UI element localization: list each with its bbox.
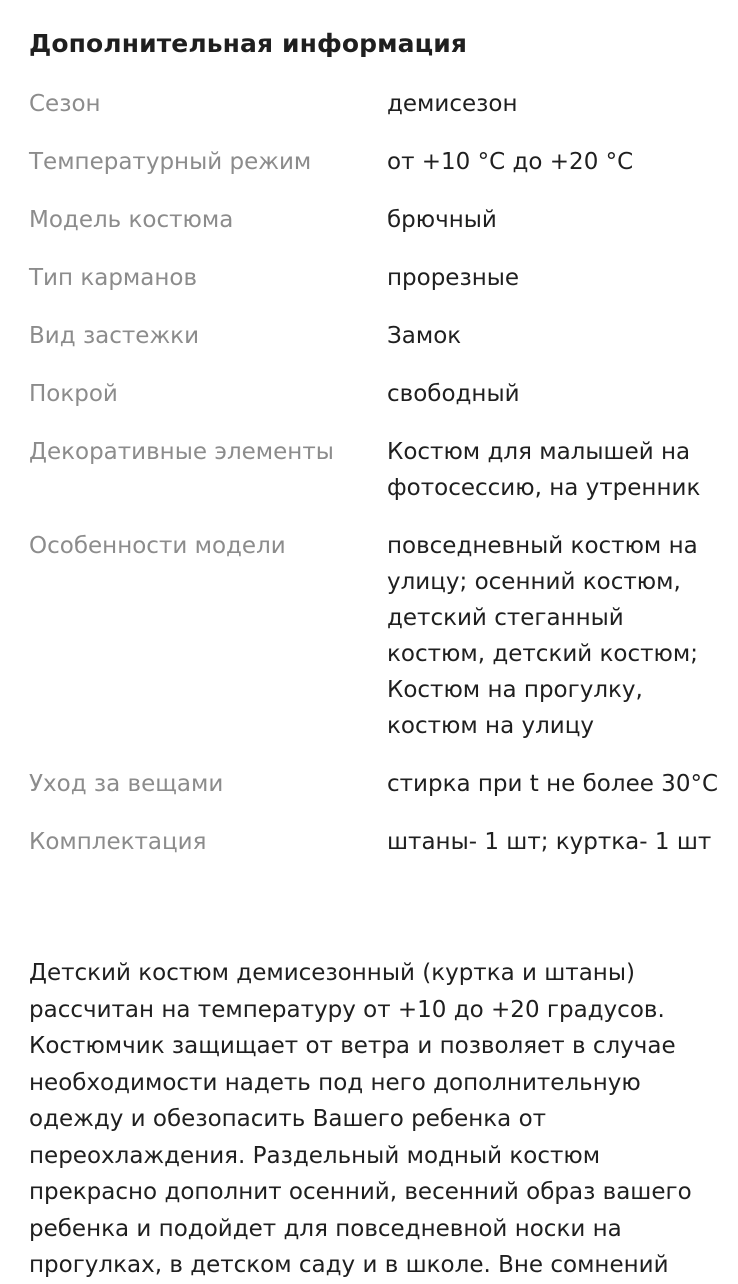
- property-value: штаны- 1 шт; куртка- 1 шт: [387, 829, 712, 855]
- property-row-season: [29, 86, 719, 122]
- property-row-temperature: [29, 144, 719, 180]
- property-label: Вид застежки: [29, 323, 200, 349]
- property-value: стирка при t не более 30°С: [387, 771, 719, 797]
- property-label: Уход за вещами: [29, 771, 224, 797]
- product-description: Детский костюм демисезонный (куртка и штаны) рассчитан на температуру от +10 до +20 градусов. Костюмчик защищает от ветра и позволяет в случае необходимости надеть под него дополнительную одежду и обезопасить Вашего ребенка от переохлаждения. Раздельный модный костюм прекрасно дополнит осенний, весенний образ вашего ребенка и подойдет для повседневной носки на прогулках, в детском саду и в школе. Вне сомнений: [29, 960, 692, 1278]
- property-row-care: [29, 766, 719, 802]
- properties-list: [29, 86, 719, 882]
- property-row-fastener: [29, 318, 719, 354]
- property-label: Тип карманов: [29, 265, 198, 291]
- section-title: Дополнительная информация: [29, 29, 468, 58]
- property-value: свободный: [387, 381, 520, 407]
- property-label: Модель костюма: [29, 207, 234, 233]
- property-value: Костюм для малышей на фотосессию, на утренник: [387, 439, 701, 501]
- property-row-set: [29, 824, 719, 860]
- property-row-decorative: [29, 434, 719, 506]
- property-value: прорезные: [387, 265, 520, 291]
- property-label: Температурный режим: [29, 149, 312, 175]
- property-row-cut: [29, 376, 719, 412]
- property-label: Комплектация: [29, 829, 207, 855]
- property-value: демисезон: [387, 91, 518, 117]
- property-label: Сезон: [29, 91, 101, 117]
- property-value: от +10 °С до +20 °С: [387, 149, 634, 175]
- property-row-features: [29, 528, 719, 744]
- property-value: брючный: [387, 207, 497, 233]
- property-row-suit-model: [29, 202, 719, 238]
- property-row-pocket-type: [29, 260, 719, 296]
- property-label: Особенности модели: [29, 533, 286, 559]
- property-label: Покрой: [29, 381, 118, 407]
- property-label: Декоративные элементы: [29, 439, 334, 465]
- property-value: Замок: [387, 323, 462, 349]
- property-value: повседневный костюм на улицу; осенний костюм, детский стеганный костюм, детский костюм; Костюм на прогулку, костюм на улицу: [387, 533, 699, 739]
